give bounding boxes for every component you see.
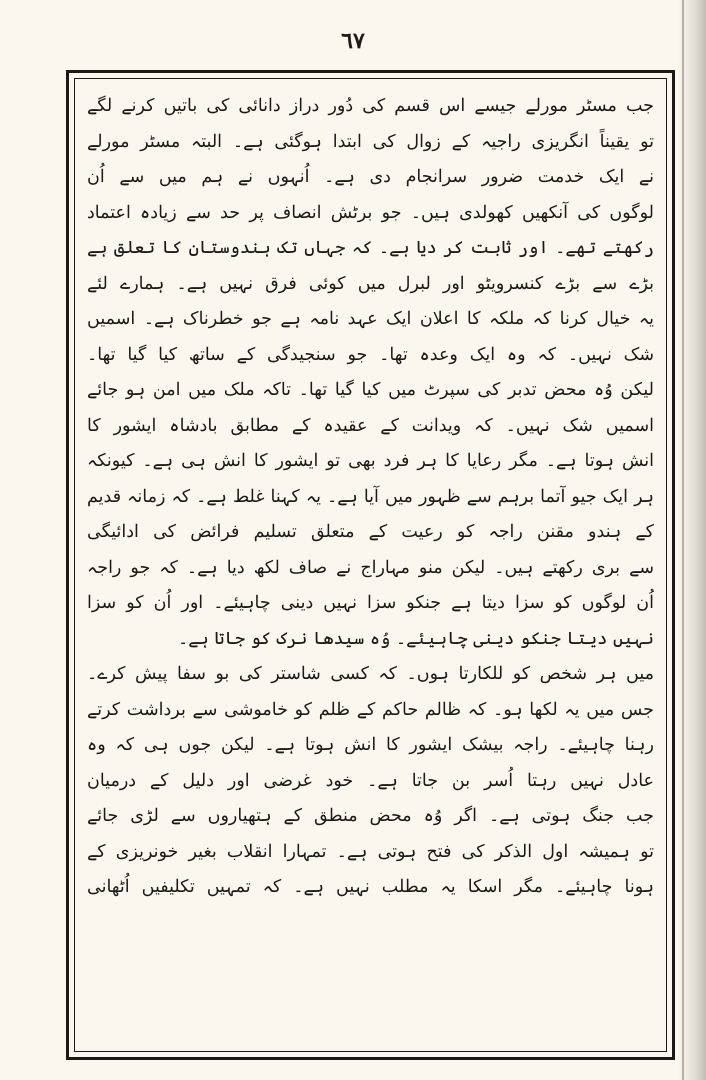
body-text <box>87 89 654 906</box>
text-line: ہر ایک جیو آتما برہم سے ظہور میں آیا ہے۔ یہ کہنا غلط ہے۔ کہ زمانہ قدیم <box>87 486 654 507</box>
text-line: یہ خیال کرنا کہ ملکہ کا اعلان ایک عہد نامہ ہے جو خطرناک ہے۔ اسمیں <box>87 309 654 329</box>
text-line: شک نہیں۔ کہ وہ ایک وعدہ تھا۔ جو سنجیدگی کے ساتھ کیا گیا تھا۔ <box>87 344 654 365</box>
text-line: رکھتے تھے۔ اور ثابت کر دیا ہے۔ کہ جہاں تک ہندوستان کا تعلق ہے <box>87 238 654 258</box>
text-line: اسمیں شک نہیں۔ کہ ویدانت کے عقیدہ کے مطابق بادشاہ ایشور کا <box>87 415 654 436</box>
text-line: بڑے سے بڑے کنسرویٹو اور لبرل میں کوئی فرق نہیں ہے۔ ہمارے لئے <box>87 273 654 294</box>
text-line: جب جنگ ہوتی ہے۔ اگر وُہ محض منطق کے ہتھیاروں سے لڑی جائے <box>87 806 654 826</box>
text-line: سے بری رکھتے ہیں۔ لیکن منو مہاراج نے صاف لکھ دیا ہے۔ کہ جو راجہ <box>87 557 654 578</box>
page-number: ٦٧ <box>341 28 365 54</box>
text-line: نہیں دیتا جنکو دینی چاہیئے۔ وُہ سیدھا نرک کو جاتا ہے۔ <box>177 628 654 649</box>
text-line: میں ہر شخص کو للکارتا ہوں۔ کہ کسی شاستر کی بو سفا پیش کرے۔ <box>87 664 654 684</box>
text-line: لیکن وُہ محض تدبر کی سپرٹ میں کیا گیا تھا۔ تاکہ ملک میں امن ہو جائے <box>87 380 654 400</box>
scan-page-edge <box>682 0 684 1080</box>
text-line: لوگوں کی آنکھیں کھولدی ہیں۔ جو برٹش انصاف پر حد سے زیادہ اعتماد <box>87 202 654 223</box>
page-frame <box>66 70 675 1060</box>
text-line: رہنا چاہیئے۔ راجہ بیشک ایشور کا انش ہوتا ہے۔ لیکن جوں ہی کہ وہ <box>87 735 654 755</box>
text-line: جب مسٹر مورلے جیسے اس قسم کی دُور دراز دانائی کی باتیں کرنے لگے <box>87 96 654 116</box>
text-line: تو ہمیشہ اول الذکر کی فتح ہوتی ہے۔ تمہارا انقلاب بغیر خونریزی کے <box>87 841 654 862</box>
text-line: جس میں یہ لکھا ہو۔ کہ ظالم حاکم کے ظلم کو خاموشی سے برداشت کرتے <box>87 699 654 720</box>
text-line: عادل نہیں رہتا اُسر بن جاتا ہے۔ خود غرضی اور دلیل کے درمیان <box>87 770 654 791</box>
text-line: انش ہوتا ہے۔ مگر رعایا کا ہر فرد بھی تو ایشور کا انش ہی ہے۔ کیونکہ <box>87 451 654 471</box>
text-line: ہونا چاہیئے۔ مگر اسکا یہ مطلب نہیں ہے۔ کہ تمہیں تکلیفیں اُٹھانی <box>87 877 654 897</box>
text-line: تو یقیناً انگریزی راجیہ کے زوال کی ابتدا ہوگئی ہے۔ البتہ مسٹر مورلے <box>87 131 654 152</box>
text-line: نے ایک خدمت ضرور سرانجام دی ہے۔ اُنہوں نے ہم میں سے اُن <box>87 167 654 187</box>
text-line: کے ہندو مقنن راجہ کو رعیت کے متعلق تسلیم فرائض کی ادائیگی <box>87 522 654 542</box>
text-line: اُن لوگوں کو سزا دیتا ہے جنکو سزا نہیں دینی چاہیئے۔ اور اُن کو سزا <box>87 593 654 613</box>
